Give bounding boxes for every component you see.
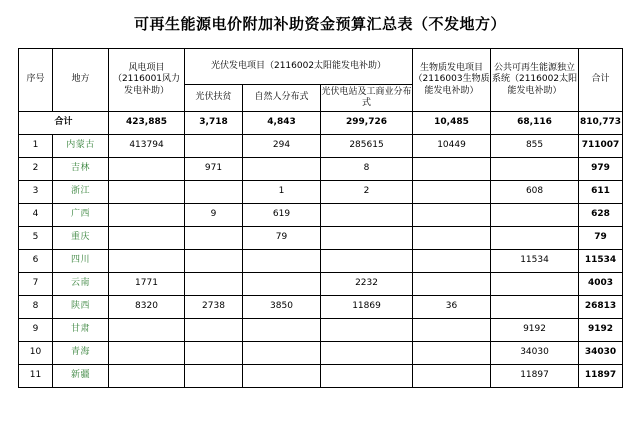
row-total: 11897 — [579, 365, 623, 388]
row-pv-natural: 294 — [243, 135, 321, 158]
row-pv-poverty — [185, 319, 243, 342]
row-region: 四川 — [53, 250, 109, 273]
row-pv-station: 285615 — [321, 135, 413, 158]
row-biomass — [413, 181, 491, 204]
row-pv-station — [321, 319, 413, 342]
table-row — [19, 135, 623, 158]
column-header-total: 合计 — [579, 49, 623, 112]
row-biomass — [413, 227, 491, 250]
row-region: 重庆 — [53, 227, 109, 250]
row-total: 711007 — [579, 135, 623, 158]
row-pv-poverty: 9 — [185, 204, 243, 227]
table-row — [19, 158, 623, 181]
row-pv-natural — [243, 273, 321, 296]
row-pv-poverty: 2738 — [185, 296, 243, 319]
row-wind: 8320 — [109, 296, 185, 319]
row-seq: 6 — [19, 250, 53, 273]
row-pv-station — [321, 342, 413, 365]
row-seq: 4 — [19, 204, 53, 227]
summary-label: 合计 — [19, 112, 109, 135]
row-pv-station — [321, 365, 413, 388]
row-seq: 5 — [19, 227, 53, 250]
row-pv-natural: 79 — [243, 227, 321, 250]
table-header — [19, 49, 623, 112]
summary-total: 810,773 — [579, 112, 623, 135]
row-biomass: 10449 — [413, 135, 491, 158]
table-row — [19, 227, 623, 250]
table-row — [19, 342, 623, 365]
row-pv-poverty — [185, 365, 243, 388]
table-row — [19, 319, 623, 342]
row-region: 云南 — [53, 273, 109, 296]
column-header-region: 地方 — [53, 49, 109, 112]
row-wind: 413794 — [109, 135, 185, 158]
row-pv-natural: 1 — [243, 181, 321, 204]
row-biomass — [413, 273, 491, 296]
summary-biomass: 10,485 — [413, 112, 491, 135]
row-total: 34030 — [579, 342, 623, 365]
row-public: 34030 — [491, 342, 579, 365]
row-biomass — [413, 365, 491, 388]
row-pv-poverty — [185, 273, 243, 296]
row-pv-poverty — [185, 135, 243, 158]
row-region: 吉林 — [53, 158, 109, 181]
row-pv-natural — [243, 342, 321, 365]
row-pv-station — [321, 227, 413, 250]
row-seq: 7 — [19, 273, 53, 296]
row-pv-station: 2 — [321, 181, 413, 204]
row-public — [491, 273, 579, 296]
row-wind — [109, 227, 185, 250]
column-header-pv-group: 光伏发电项目（2116002太阳能发电补助） — [185, 49, 413, 85]
table-row — [19, 250, 623, 273]
row-region: 青海 — [53, 342, 109, 365]
row-pv-natural — [243, 250, 321, 273]
column-header-biomass: 生物质发电项目（2116003生物质能发电补助） — [413, 49, 491, 112]
table-row-summary — [19, 112, 623, 135]
summary-public: 68,116 — [491, 112, 579, 135]
row-pv-natural: 3850 — [243, 296, 321, 319]
row-public — [491, 204, 579, 227]
column-header-pv-station: 光伏电站及工商业分布式 — [321, 85, 413, 112]
table-row — [19, 296, 623, 319]
row-seq: 8 — [19, 296, 53, 319]
row-public — [491, 227, 579, 250]
row-pv-station: 2232 — [321, 273, 413, 296]
column-header-wind: 风电项目（2116001风力发电补助） — [109, 49, 185, 112]
row-public: 855 — [491, 135, 579, 158]
row-public: 9192 — [491, 319, 579, 342]
table-row — [19, 181, 623, 204]
row-wind — [109, 181, 185, 204]
row-pv-poverty — [185, 342, 243, 365]
row-wind — [109, 319, 185, 342]
row-wind — [109, 204, 185, 227]
row-pv-poverty — [185, 181, 243, 204]
row-region: 广西 — [53, 204, 109, 227]
column-header-seq: 序号 — [19, 49, 53, 112]
table-row — [19, 365, 623, 388]
budget-summary-table — [18, 48, 623, 388]
row-total: 11534 — [579, 250, 623, 273]
row-seq: 3 — [19, 181, 53, 204]
row-pv-natural — [243, 158, 321, 181]
row-biomass — [413, 342, 491, 365]
column-header-public: 公共可再生能源独立系统（2116002太阳能发电补助） — [491, 49, 579, 112]
row-region: 内蒙古 — [53, 135, 109, 158]
row-total: 9192 — [579, 319, 623, 342]
row-pv-station — [321, 250, 413, 273]
row-total: 4003 — [579, 273, 623, 296]
summary-pv-poverty: 3,718 — [185, 112, 243, 135]
row-wind: 1771 — [109, 273, 185, 296]
row-seq: 9 — [19, 319, 53, 342]
row-wind — [109, 342, 185, 365]
page-title: 可再生能源电价附加补助资金预算汇总表（不发地方） — [133, 15, 506, 33]
row-total: 628 — [579, 204, 623, 227]
column-header-pv-poverty: 光伏扶贫 — [185, 85, 243, 112]
row-pv-station — [321, 204, 413, 227]
table-body — [19, 112, 623, 388]
summary-pv-natural: 4,843 — [243, 112, 321, 135]
row-region: 新疆 — [53, 365, 109, 388]
row-region: 陕西 — [53, 296, 109, 319]
row-pv-station: 8 — [321, 158, 413, 181]
row-biomass — [413, 204, 491, 227]
row-total: 79 — [579, 227, 623, 250]
summary-wind: 423,885 — [109, 112, 185, 135]
row-biomass: 36 — [413, 296, 491, 319]
row-total: 611 — [579, 181, 623, 204]
row-seq: 10 — [19, 342, 53, 365]
row-pv-natural — [243, 319, 321, 342]
row-wind — [109, 365, 185, 388]
row-pv-poverty: 971 — [185, 158, 243, 181]
row-biomass — [413, 319, 491, 342]
table-row — [19, 273, 623, 296]
row-public — [491, 158, 579, 181]
row-wind — [109, 158, 185, 181]
row-total: 979 — [579, 158, 623, 181]
table-row — [19, 204, 623, 227]
row-seq: 2 — [19, 158, 53, 181]
row-pv-station: 11869 — [321, 296, 413, 319]
row-pv-natural — [243, 365, 321, 388]
column-header-pv-natural: 自然人分布式 — [243, 85, 321, 112]
row-biomass — [413, 250, 491, 273]
row-public: 11534 — [491, 250, 579, 273]
row-pv-poverty — [185, 227, 243, 250]
row-public: 11897 — [491, 365, 579, 388]
row-public — [491, 296, 579, 319]
row-region: 甘肃 — [53, 319, 109, 342]
summary-pv-station: 299,726 — [321, 112, 413, 135]
row-total: 26813 — [579, 296, 623, 319]
row-pv-poverty — [185, 250, 243, 273]
row-pv-natural: 619 — [243, 204, 321, 227]
row-seq: 11 — [19, 365, 53, 388]
row-biomass — [413, 158, 491, 181]
row-wind — [109, 250, 185, 273]
row-seq: 1 — [19, 135, 53, 158]
row-region: 浙江 — [53, 181, 109, 204]
row-public: 608 — [491, 181, 579, 204]
